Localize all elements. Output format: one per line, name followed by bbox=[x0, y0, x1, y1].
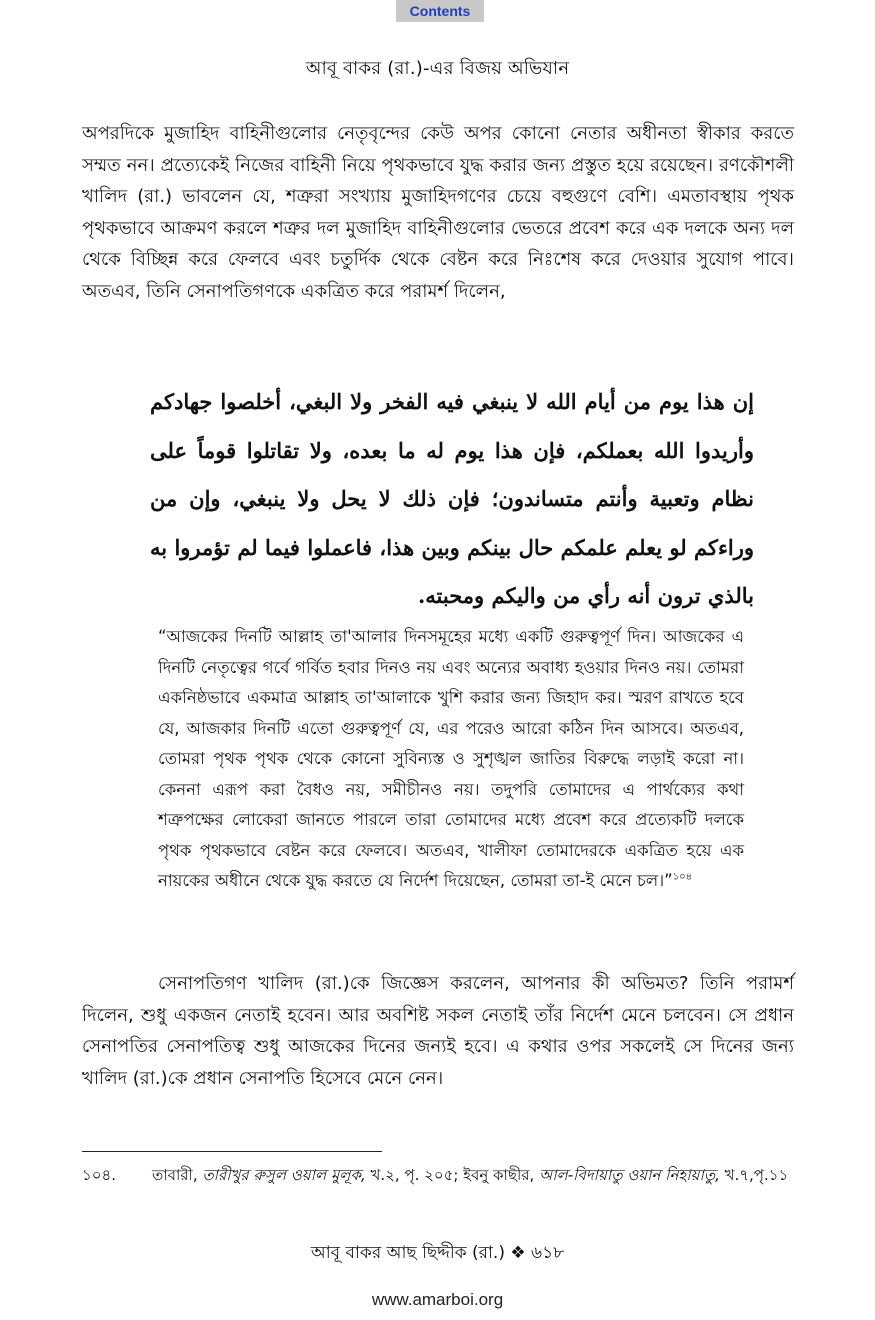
page-footer: আবূ বাকর আছ ছিদ্দীক (রা.) ❖ ৬১৮ bbox=[310, 1243, 565, 1263]
footnote-ref-2: খ.৭,পৃ.১১ bbox=[719, 1166, 789, 1184]
footnote-number: ১০৪. bbox=[82, 1166, 116, 1184]
site-url-link[interactable]: www.amarboi.org bbox=[371, 1290, 504, 1309]
footnote bbox=[82, 1162, 794, 1188]
quote-translation bbox=[158, 622, 744, 897]
footnote-ref-1: খ.২, পৃ. ২০৫; ইবনু কাছীর, bbox=[365, 1166, 540, 1184]
running-header-title: আবূ বাকর (রা.)-এর বিজয় অভিযান bbox=[305, 58, 570, 79]
body-paragraph-1: অপরদিকে মুজাহিদ বাহিনীগুলোর নেতৃবৃন্দের কেউ অপর কোনো নেতার অধীনতা স্বীকার করতে সম্মত নন। প্রত্যেকেই নিজের বাহিনী নিয়ে পৃথকভাবে যুদ্ধ করার জন্য প্রস্তুত হয়ে রয়েছেন। রণকৌশলী খালিদ (রা.) ভাবলেন যে, শত্রুরা সংখ্যায় মুজাহিদগণের চেয়ে বহুগুণে বেশি। এমতাবস্থায় পৃথক পৃথকভাবে আক্রমণ করলে শত্রুর দল মুজাহিদ বাহিনীগুলোর ভেতরে প্রবেশ করে এক দলকে অন্য দল থেকে বিচ্ছিন্ন করে ফেলবে এবং চতুর্দিক থেকে বেষ্টন করে নিঃশেষ করে দেওয়ার সুযোগ পাবে। অতএব, তিনি সেনাপতিগণকে একত্রিত করে পরামর্শ দিলেন, bbox=[82, 123, 794, 302]
footnote-author-1: তাবারী, bbox=[152, 1166, 203, 1184]
body-paragraph-3: সেনাপতিগণ খালিদ (রা.)কে জিজ্ঞেস করলেন, আপনার কী অভিমত? তিনি পরামর্শ দিলেন, শুধু একজন নেতাই হবেন। আর অবশিষ্ট সকল নেতাই তাঁর নির্দেশ মেনে চলবেন। সে প্রধান সেনাপতির সেনাপতিত্ব শুধু আজকের দিনের জন্যই হবে। এ কথার ওপর সকলেই সে দিনের জন্য খালিদ (রা.)কে প্রধান সেনাপতি হিসেবে মেনে নেন। bbox=[82, 973, 794, 1089]
footnote-title-1: তারীখুর রুসুল ওয়াল মুলূক, bbox=[202, 1166, 366, 1184]
footnote-ref-marker[interactable]: ১০৪ bbox=[672, 871, 693, 883]
footnote-title-2: আল-বিদায়াতু ওয়ান নিহায়াতু, bbox=[539, 1166, 720, 1184]
contents-button[interactable]: Contents bbox=[396, 0, 484, 22]
footnote-divider bbox=[82, 1151, 382, 1152]
arabic-quote: إن هذا يوم من أيام الله لا ينبغي فيه الفخر ولا البغي، أخلصوا جهادكم وأريدوا الله بعملكم، فإن هذا يوم له ما بعده، ولا تقاتلوا قوماً على نظام وتعبية وأنتم متساندون؛ فإن ذلك لا يحل ولا ينبغي، وإن من وراءكم لو يعلم علمكم حال بينكم وبين هذا، فاعملوا فيما لم تؤمروا به بالذي ترون أنه رأي من واليكم ومحبته. bbox=[150, 389, 754, 608]
translation-text: “আজকের দিনটি আল্লাহ তা'আলার দিনসমূহের মধ্যে একটি গুরুত্বপূর্ণ দিন। আজকের এ দিনটি নেতৃত্বের গর্বে গর্বিত হবার দিনও নয় এবং অন্যের অবাধ্য হওয়ার দিনও নয়। তোমরা একনিষ্ঠভাবে একমাত্র আল্লাহ তা'আলাকে খুশি করার জন্য জিহাদ কর। স্মরণ রাখতে হবে যে, আজকার দিনটি এতো গুরুত্বপূর্ণ যে, এর পরেও আরো কঠিন দিন আসবে। অতএব, তোমরা পৃথক পৃথক থেকে কোনো সুবিন্যস্ত ও সুশৃঙ্খল জাতির বিরুদ্ধে লড়াই করো না। কেননা এরূপ করা বৈধও নয়, সমীচীনও নয়। তদুপরি তোমাদের এ পার্থক্যের কথা শত্রুপক্ষের লোকেরা জানতে পারলে তারা তোমাদের মধ্যে প্রবেশ করে প্রত্যেকটি দলকে পৃথক পৃথকভাবে বেষ্টন করে ফেলবে। অতএব, খালীফা তোমাদেরকে একত্রিত হয়ে এক নায়কের অধীনে থেকে যুদ্ধ করতে যে নির্দেশ দিয়েছেন, তোমরা তা-ই মেনে চল।” bbox=[158, 627, 744, 890]
